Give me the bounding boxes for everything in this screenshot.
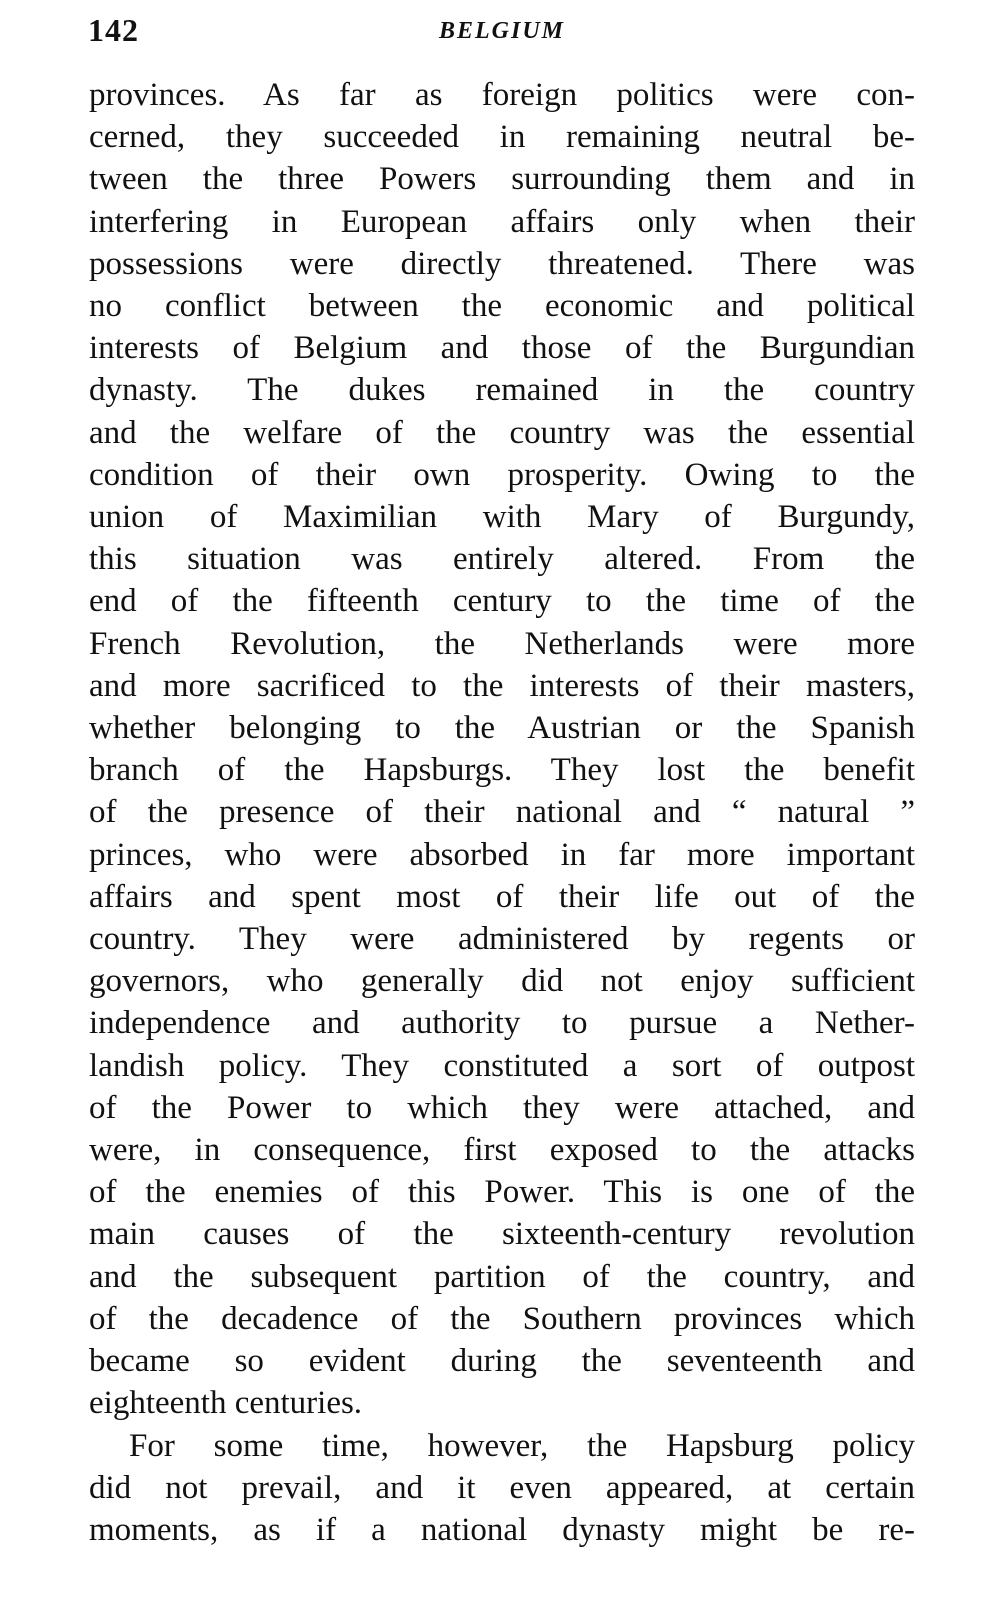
text-line: interfering in European affairs only when their <box>89 203 915 240</box>
text-line: of the presence of their national and “ natural ” <box>89 794 915 831</box>
text-line: branch of the Hapsburgs. They lost the benefit <box>89 752 915 789</box>
text-line: became so evident during the seventeenth and <box>89 1343 915 1380</box>
text-line: union of Maximilian with Mary of Burgundy, <box>89 499 915 536</box>
running-head: BELGIUM <box>438 18 566 44</box>
text-line: and the subsequent partition of the country, and <box>89 1258 915 1295</box>
text-line: cerned, they succeeded in remaining neutral be- <box>89 119 915 156</box>
text-line: and more sacrificed to the interests of their masters, <box>89 667 915 704</box>
text-line: condition of their own prosperity. Owing to the <box>89 456 915 493</box>
text-line: possessions were directly threatened. There was <box>89 245 915 282</box>
text-line: governors, who generally did not enjoy sufficient <box>89 963 915 1000</box>
text-line: did not prevail, and it even appeared, at certain <box>89 1469 915 1506</box>
text-line: French Revolution, the Netherlands were more <box>89 625 915 662</box>
text-line: of the Power to which they were attached, and <box>89 1089 915 1126</box>
text-line: of the decadence of the Southern provinces which <box>89 1300 915 1337</box>
text-line: dynasty. The dukes remained in the country <box>89 372 915 409</box>
body-text <box>89 74 915 1551</box>
paragraph-1 <box>89 74 915 1425</box>
text-line: country. They were administered by regents or <box>89 921 915 958</box>
text-line: affairs and spent most of their life out of the <box>89 878 915 915</box>
text-line: moments, as if a national dynasty might be re- <box>89 1511 915 1548</box>
text-line: tween the three Powers surrounding them and in <box>89 161 915 198</box>
text-line: of the enemies of this Power. This is one of the <box>89 1174 915 1211</box>
page-header <box>88 12 916 52</box>
text-line: landish policy. They constituted a sort of outpost <box>89 1047 915 1084</box>
text-line: and the welfare of the country was the essential <box>89 414 915 451</box>
text-line: main causes of the sixteenth-century revolution <box>89 1216 915 1253</box>
text-line: princes, who were absorbed in far more important <box>89 836 915 873</box>
text-line: eighteenth centuries. <box>89 1385 363 1422</box>
page-number: 142 <box>88 12 139 48</box>
text-line: For some time, however, the Hapsburg policy <box>129 1427 915 1464</box>
text-line: independence and authority to pursue a Nether- <box>89 1005 915 1042</box>
text-line: this situation was entirely altered. From the <box>89 541 915 578</box>
text-line: no conflict between the economic and political <box>89 288 915 325</box>
text-line: were, in consequence, first exposed to the attacks <box>89 1132 915 1169</box>
paragraph-2 <box>89 1425 915 1552</box>
text-line: interests of Belgium and those of the Burgundian <box>89 330 915 367</box>
text-line: whether belonging to the Austrian or the Spanish <box>89 710 915 747</box>
text-line: provinces. As far as foreign politics were con- <box>89 77 915 113</box>
text-line: end of the fifteenth century to the time of the <box>89 583 915 620</box>
